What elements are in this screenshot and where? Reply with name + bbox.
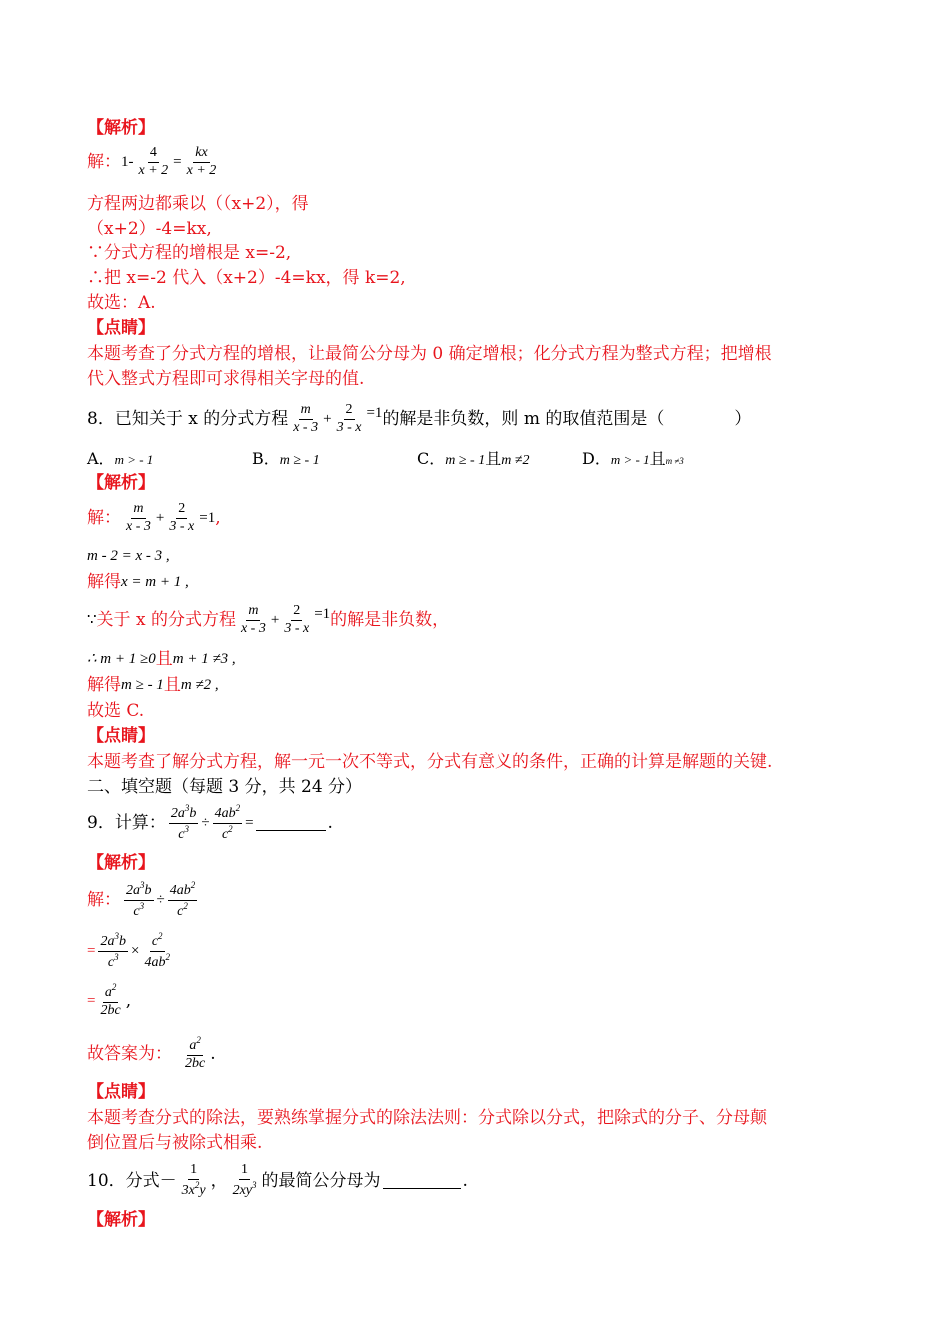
remark-heading: 【点睛】 — [87, 1082, 155, 1102]
remark-heading: 【点睛】 — [87, 726, 155, 746]
answer-blank[interactable] — [256, 816, 326, 831]
answer-line: 故选：A. — [87, 293, 156, 313]
solution-step: ∵ 关于 x 的分式方程 $\frac{m}{x - 3}$ + $\frac{2}{3 - x}$ =1 的解是非负数， — [87, 602, 450, 636]
solution-equation: 解： $\frac{m}{x - 3}$ + $\frac{2}{3 - x}$ =1 , — [87, 500, 221, 534]
remark-text: 倒位置后与被除式相乘. — [87, 1133, 263, 1153]
option-a: A．m > - 1 — [87, 449, 154, 468]
solution-step: m - 2 = x - 3 , — [87, 548, 170, 564]
solution-step: ∵分式方程的增根是 x=-2, — [87, 243, 292, 263]
option-c: C．m ≥ - 1且m ≠2 — [417, 449, 530, 468]
solution-step: = $\frac{a^2}{2bc}$ , — [87, 982, 132, 1018]
question-10-stem: 10．分式－ $\frac{1}{3x^2y}$ ， $\frac{1}{2xy^3}$ 的最简公分母为 . — [87, 1162, 468, 1198]
question-9-stem: 9．计算： $\frac{2a^3b}{c^3}$ ÷ $\frac{4ab^2}{c^2}$ = . — [87, 802, 333, 842]
solution-equation: 解： 1- $\frac{4}{x + 2}$ = $\frac{kx}{x + 2}$ — [87, 144, 217, 178]
analysis-heading: 【解析】 — [87, 1210, 155, 1230]
solution-step: （x+2）-4=kx, — [87, 219, 212, 239]
option-b: B．m ≥ - 1 — [252, 449, 320, 468]
solution-step: = $\frac{2a^3b}{c^3}$ × $\frac{c^2}{4ab^2}$ — [87, 930, 170, 970]
answer-line: 故选 C. — [87, 701, 145, 721]
analysis-heading: 【解析】 — [87, 473, 155, 493]
analysis-heading: 【解析】 — [87, 118, 155, 138]
solution-step: 方程两边都乘以（（x+2），得 — [87, 194, 309, 214]
question-8-stem: 8．已知关于 x 的分式方程 $\frac{m}{x - 3}$ + $\frac{2}{3 - x}$ =1 的解是非负数，则 m 的取值范围是（ ） — [87, 401, 752, 435]
answer-blank[interactable] — [383, 1174, 461, 1189]
remark-heading: 【点睛】 — [87, 318, 155, 338]
analysis-heading: 【解析】 — [87, 853, 155, 873]
remark-text: 代入整式方程即可求得相关字母的值. — [87, 369, 365, 389]
solution-step: ∴把 x=-2 代入（x+2）-4=kx，得 k=2, — [87, 268, 406, 288]
remark-text: 本题考查了分式方程的增根，让最简公分母为 0 确定增根；化分式方程为整式方程；把增根 — [87, 344, 772, 364]
answer-line: 故答案为： $\frac{a^2}{2bc}$ . — [87, 1035, 216, 1071]
solution-step: 解得 m ≥ - 1 且 m ≠2 , — [87, 675, 219, 695]
solution-step: ∴ m + 1 ≥0 且 m + 1 ≠3 , — [87, 649, 236, 669]
solution-equation: 解： $\frac{2a^3b}{c^3}$ ÷ $\frac{4ab^2}{c^2}$ — [87, 879, 196, 919]
solution-step: 解得 x = m + 1 , — [87, 572, 189, 592]
remark-text: 本题考查分式的除法，要熟练掌握分式的除法法则：分式除以分式，把除式的分子、分母颠 — [87, 1108, 767, 1128]
remark-text: 本题考查了解分式方程，解一元一次不等式，分式有意义的条件，正确的计算是解题的关键. — [87, 752, 773, 772]
option-d: D．m > - 1且m ≠3 — [582, 449, 684, 468]
section-heading: 二、填空题（每题 3 分，共 24 分） — [87, 777, 363, 797]
